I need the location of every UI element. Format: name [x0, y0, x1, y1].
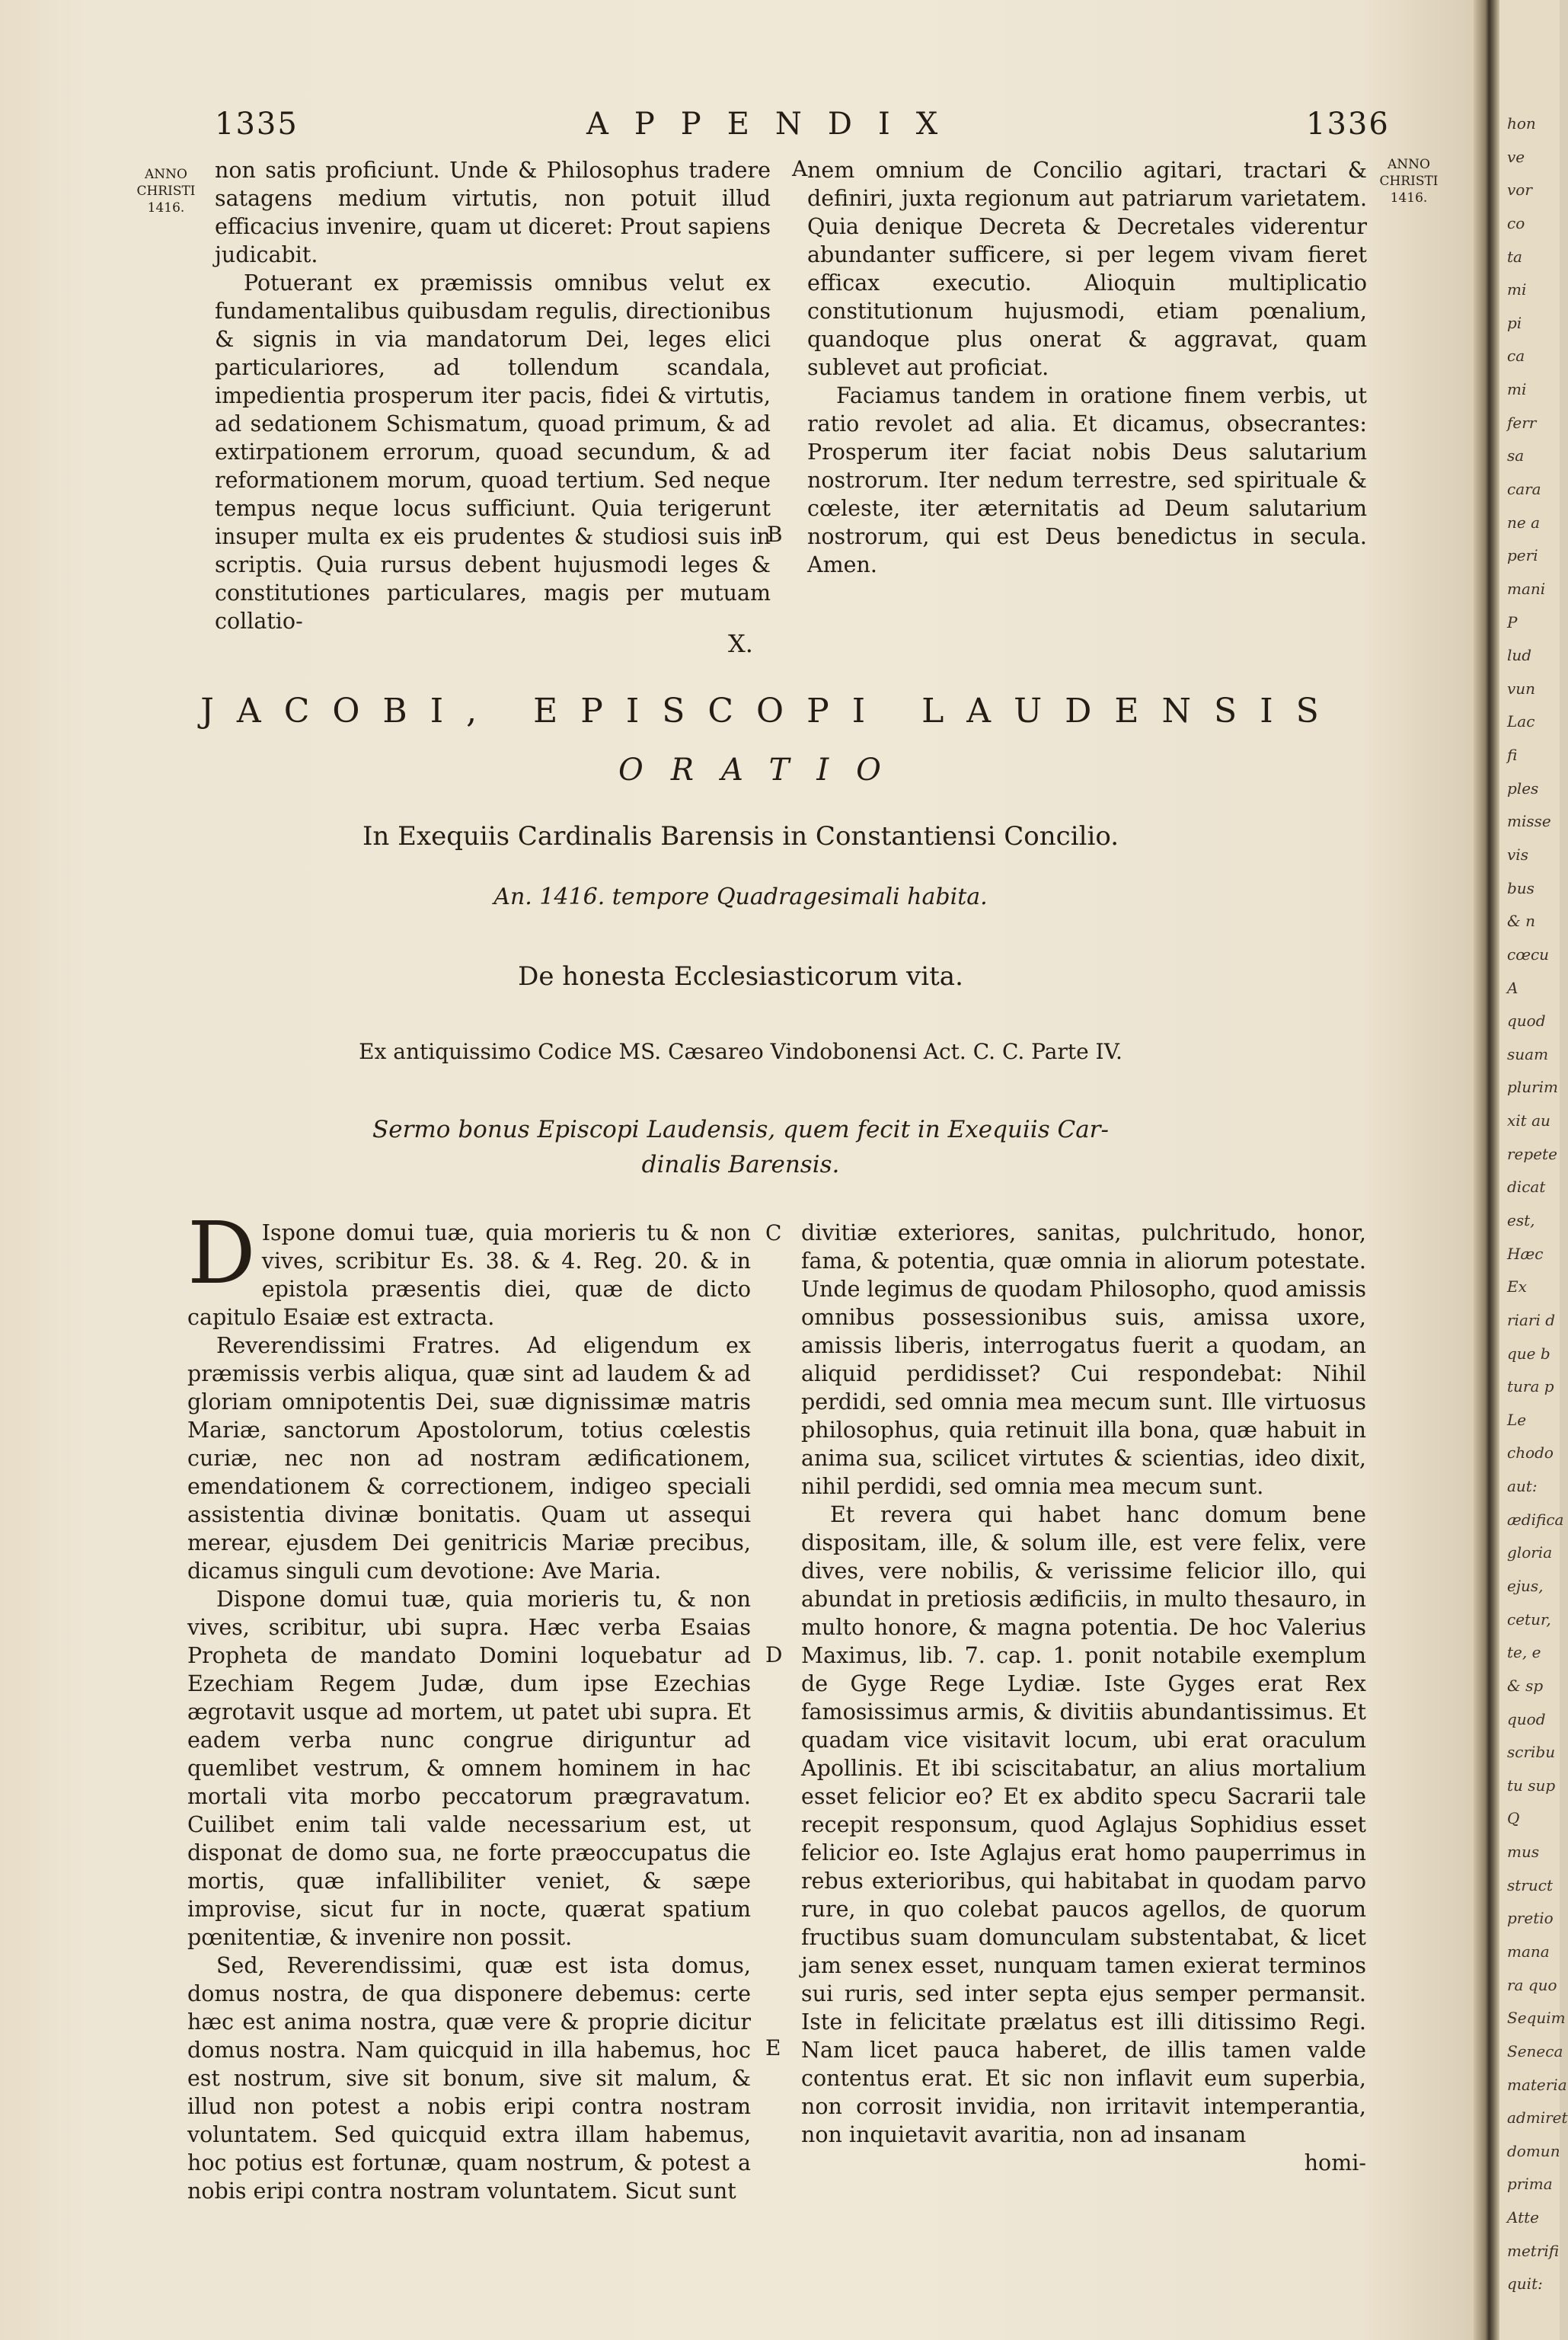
section-letter-e: E: [765, 2035, 781, 2060]
paragraph: nem omnium de Concilio agitari, tractari & definiri, juxta regionum aut patriarum varietatem. Quia denique Decreta & Decretales viderentur abundanter sufficere, si per legem vivam fieret efficax executio. Alioquin multiplicatio constitutionum hujusmodi, etiam pœnalium, quandoque plus onerat & aggravat, quam sublevet aut proficiat.: [807, 158, 1367, 380]
facing-page-fragment: mi: [1507, 280, 1527, 299]
facing-page-fragment: mus: [1507, 1843, 1540, 1862]
top-left-column: [215, 156, 771, 635]
facing-page-fragment: quod: [1507, 1709, 1546, 1728]
facing-page-fragment: P: [1507, 612, 1518, 631]
paragraph: Faciamus tandem in oratione finem verbis, ut ratio revolet ad alia. Et dicamus, obsecrantes: Prosperum iter faciat nobis Deus salutarium nostrorum. Iter nedum terrestre, sed spirituale & cœleste, iter æternitatis ad Deum salutarium nostrorum, qui est Deus benedictus in secula. Amen.: [807, 383, 1367, 577]
facing-page-fragment: ta: [1507, 247, 1522, 266]
facing-page-fragment: riari d: [1507, 1310, 1555, 1329]
facing-page-fragment: materia: [1507, 2075, 1567, 2094]
facing-page-fragment: ra quo: [1507, 1975, 1557, 1994]
facing-page-fragment: ne a: [1507, 513, 1540, 532]
facing-page-fragment: ædifica: [1507, 1510, 1564, 1529]
facing-page-fragment: chodo: [1507, 1443, 1554, 1462]
section-letter-c: C: [765, 1220, 782, 1245]
facing-page-fragment: bus: [1507, 878, 1534, 897]
paragraph: Reverendissimi Fratres. Ad eligendum ex præmissis verbis aliqua, quæ sint ad laudem & ad gloriam omnipotentis Dei, suæ dignissimæ matris Mariæ, sanctorum Apostolorum, totius cœlestis curiæ, nec non ad nostram ædificationem, emendationem & correctionem, indigeo speciali assistentia divinæ bonitatis. Quam ut assequi merear, ejusdem Dei genitricis Mariæ precibus, dicamus singuli cum devotione: Ave Maria.: [187, 1333, 751, 1584]
facing-page-fragment: ejus,: [1507, 1577, 1544, 1595]
facing-page-fragment: gloria: [1507, 1543, 1553, 1562]
paragraph: divitiæ exteriores, sanitas, pulchritudo, honor, fama, & potentia, quæ omnia in aliorum potestate. Unde legimus de quodam Philosopho, quod amissis omnibus possessionibus suis, amissa uxore, amissis liberis, interrogatus fuerit a quodam, an aliquid perdidisset? Cui respondebat: Nihil perdidi, sed omnia mea mecum sunt. Ille virtuosus philosophus, quia retinuit illa bona, quæ habuit in anima sua, scilicet virtutes & scientias, ideo dixit, nihil perdidi, sed omnia mea mecum sunt.: [801, 1220, 1366, 1499]
facing-page-fragment: dicat: [1507, 1178, 1546, 1197]
facing-page-fragment: tu sup: [1507, 1776, 1556, 1795]
facing-page-fragment: plurim: [1507, 1078, 1559, 1097]
facing-page-fragment: ve: [1507, 147, 1525, 166]
section-letter-d: D: [765, 1642, 783, 1667]
facing-page-fragment: mana: [1507, 1942, 1550, 1961]
body-left-column: [187, 1204, 751, 2205]
facing-page-fragment: admiret: [1507, 2108, 1568, 2127]
paragraph: Et revera qui habet hanc domum bene dispositam, ille, & solum ille, est vere felix, vere dives, vere nobilis, & verissime felicior illo, qui abundat in pretiosis ædificiis, in multo thesauro, in multo honore, & magna potentia. De hoc Valerius Maximus, lib. 7. cap. 1. ponit notabile exemplum de Gyge Rege Lydiæ. Iste Gyges erat Rex famosissimus armis, & divitiis abundantissimus. Et quadam vice visitavit locum, ubi erat oraculum Apollinis. Et ibi sciscitabatur, an alius mortalium esset felicior eo? Et ex abdito specu Sacrarii tale recepit responsum, quod Aglajus Sophidius esset felicior eo. Iste Aglajus erat homo pauperrimus in rebus exterioribus, qui habitabat in quodam parvo rure, in quo colebat paucos agellos, de quorum fructibus suam domunculam substentabat, & licet jam senex esset, nunquam tamen exierat terminos sui ruris, sed inter septa ejus semper permansit. Iste in felicitate prælatus est illi ditissimo Regi. Nam licet pauca haberet, de illis tamen valde contentus erat. Et sic non inflavit eum superbia, non corrosit invidia, non irritavit intemperantia, non inquietavit avaritia, non ad insanam: [801, 1502, 1366, 2147]
facing-page-fragment: & sp: [1507, 1676, 1544, 1695]
facing-page-fragment: mani: [1507, 579, 1546, 598]
facing-page-fragment: sa: [1507, 446, 1525, 465]
facing-page-fragment: repete: [1507, 1144, 1557, 1163]
subtitle-source: Ex antiquissimo Codice MS. Cæsareo Vindobonensi Act. C. C. Parte IV.: [359, 1039, 1123, 1064]
facing-page-fragment: cara: [1507, 480, 1541, 498]
body-right-column: [801, 1219, 1366, 2177]
sermo-line-2: dinalis Barensis.: [641, 1151, 840, 1178]
paragraph: Potuerant ex præmissis omnibus velut ex fundamentalibus quibusdam regulis, directionibus & signis in via mandatorum Dei, leges elici particulariores, ad tollendum scandala, impedientia prosperum iter pacis, fidei & virtutis, ad sedationem Schismatum, quoad primum, & ad extirpationem errorum, quoad secundum, & ad reformationem morum, quoad tertium. Sed neque tempus neque locus sufficiunt. Quia terigerunt insuper multa ex eis prudentes & studiosi suis in scriptis. Quia rursus debent hujusmodi leges & constitutiones particulares, magis per mutuam collatio-: [215, 270, 771, 634]
paragraph: Sed, Reverendissimi, quæ est ista domus, domus nostra, de qua disponere debemus: certe hæc est anima nostra, quæ vere & proprie dicitur domus nostra. Nam quicquid in illa habemus, hoc est nostrum, sive sit bonum, sive sit malum, & illud non potest a nobis eripi contra nostram voluntatem. Sed quicquid extra illam habemus, hoc potius est fortunæ, quam nostrum, & potest a nobis eripi contra nostram voluntatem. Sicut sunt: [187, 1953, 751, 2204]
facing-page-fragment: vis: [1507, 846, 1528, 864]
main-title: JACOBI, EPISCOPI LAUDENSIS: [200, 692, 1342, 730]
facing-page-fragment: ferr: [1507, 413, 1537, 432]
paragraph-text: Ispone domui tuæ, quia morieris tu & non vives, scribitur Es. 38. & 4. Reg. 20. & in epistola præsentis diei, quæ de dicto capitulo Esaiæ est extracta.: [187, 1220, 751, 1330]
facing-page-fragment: que b: [1507, 1344, 1550, 1363]
facing-page-fragment: Hæc: [1507, 1244, 1544, 1263]
facing-page-fragment: aut:: [1507, 1477, 1538, 1496]
subtitle-year: An. 1416. tempore Quadragesimali habita.: [493, 884, 988, 910]
section-number: X.: [728, 629, 753, 658]
facing-page-fragment: vun: [1507, 679, 1536, 698]
facing-page-fragment: mi: [1507, 380, 1527, 399]
facing-page-fragment: peri: [1507, 546, 1538, 565]
facing-page-fragment: ca: [1507, 347, 1525, 366]
sermo-heading: [0, 1112, 1481, 1182]
facing-page-fragment: Atte: [1507, 2208, 1540, 2227]
facing-page-fragment: fi: [1507, 746, 1518, 765]
facing-page-fragment: ples: [1507, 778, 1539, 798]
facing-page-edge: [1499, 0, 1568, 2340]
catchword: homi-: [1304, 2150, 1366, 2175]
facing-page-fragment: A: [1507, 978, 1519, 997]
facing-page-fragment: & n: [1507, 912, 1536, 931]
facing-page-fragment: Ex: [1507, 1277, 1527, 1296]
facing-page-fragment: Lac: [1507, 712, 1535, 731]
facing-page-fragment: co: [1507, 213, 1525, 232]
subtitle-exequiis: In Exequiis Cardinalis Barensis in Constantiensi Concilio.: [362, 821, 1119, 852]
drop-cap: D: [187, 1204, 256, 1303]
section-letter-a: A: [792, 156, 808, 181]
facing-page-fragment: vor: [1507, 181, 1532, 200]
facing-page-fragment: struct: [1507, 1875, 1553, 1894]
paragraph-opening: [187, 1204, 751, 1331]
page-number-left: 1335: [215, 107, 299, 142]
facing-page-fragment: cœcu: [1507, 945, 1550, 964]
facing-page-fragment: cetur,: [1507, 1610, 1551, 1629]
facing-page-fragment: hon: [1507, 114, 1536, 133]
facing-page-fragment: scribu: [1507, 1743, 1556, 1762]
book-gutter: [1474, 0, 1499, 2340]
paragraph: Dispone domui tuæ, quia morieris tu, & non vives, scribitur, ubi supra. Hæc verba Esaias Propheta de mandato Domini loquebatur ad Ezechiam Regem Judæ, dum ipse Ezechias ægrotavit usque ad mortem, ut patet ubi supra. Et eadem verba nunc congrue diriguntur ad quemlibet vestrum, & omnem hominem in hac mortali vita morbo peccatorum prægravatum. Cuilibet enim tali valde necessarium est, ut disponat de domo sua, ne forte præoccupatus die mortis, quæ infallibiliter veniet, & sæpe improvise, sicut fur in nocte, quærat spatium pœnitentiæ, & invenire non possit.: [187, 1587, 751, 1950]
facing-page-fragment: metrifi: [1507, 2241, 1560, 2260]
facing-page-fragment: suam: [1507, 1044, 1549, 1063]
margin-note-left: ANNO CHRISTI 1416.: [136, 167, 196, 216]
facing-page-fragment: Le: [1507, 1410, 1527, 1429]
facing-page-fragment: te, e: [1507, 1643, 1541, 1662]
sermo-line-1: Sermo bonus Episcopi Laudensis, quem fecit in Exequiis Car-: [372, 1116, 1109, 1143]
facing-page-fragment: Sequim: [1507, 2009, 1566, 2028]
facing-page-fragment: Seneca: [1507, 2041, 1563, 2060]
facing-page-fragment: tura p: [1507, 1377, 1554, 1396]
facing-page-fragment: domun: [1507, 2141, 1560, 2160]
top-right-column: [807, 156, 1367, 579]
facing-page-fragment: lud: [1507, 646, 1532, 665]
running-title: APPENDIX: [586, 107, 964, 142]
facing-page-fragment: est,: [1507, 1211, 1535, 1229]
section-letter-b: B: [767, 522, 783, 547]
facing-page-fragment: misse: [1507, 812, 1551, 831]
facing-page-fragment: quod: [1507, 1012, 1546, 1031]
paragraph: non satis proficiunt. Unde & Philosophus tradere satagens medium virtutis, non potuit illud efficacius invenire, quam ut diceret: Prout sapiens judicabit.: [215, 158, 771, 267]
page-number-right: 1336: [1306, 107, 1390, 142]
facing-page-fragment: pi: [1507, 313, 1522, 332]
facing-page-fragment: prima: [1507, 2175, 1553, 2194]
subtitle-de-honesta: De honesta Ecclesiasticorum vita.: [518, 961, 963, 992]
facing-page-fragment: pretio: [1507, 1909, 1554, 1928]
facing-page-fragment: Q: [1507, 1809, 1520, 1828]
facing-page-fragment: xit au: [1507, 1111, 1550, 1130]
margin-note-right: ANNO CHRISTI 1416.: [1379, 157, 1439, 206]
facing-page-fragment: quit:: [1507, 2274, 1543, 2294]
oratio-heading: ORATIO: [618, 753, 909, 788]
